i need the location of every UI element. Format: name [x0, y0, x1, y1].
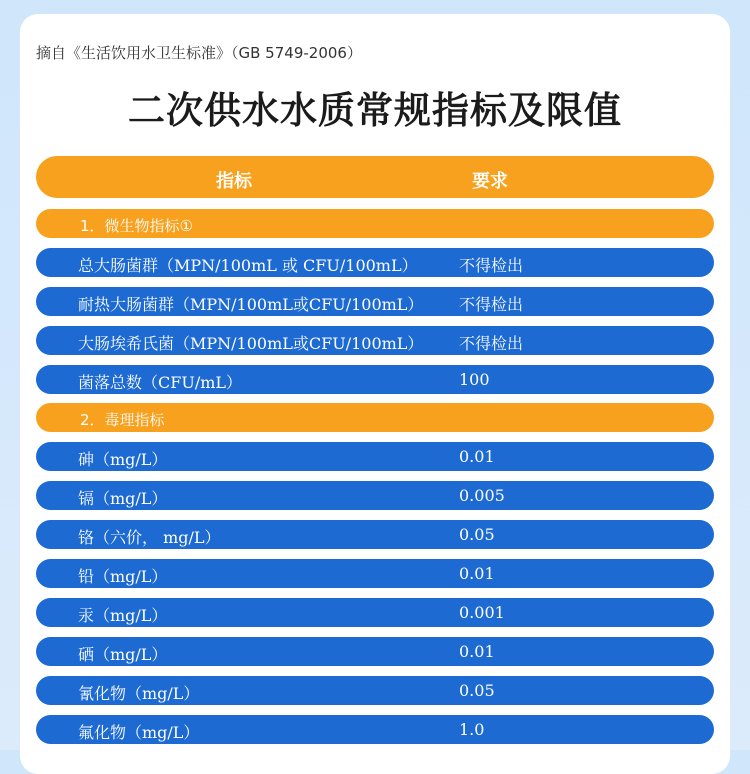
table-row [36, 287, 714, 316]
header-requirement: 要求 [472, 171, 508, 192]
table-row [36, 326, 714, 355]
requirement-cell: 0.005 [459, 486, 505, 506]
requirement-cell: 100 [459, 369, 490, 389]
content-card [20, 14, 730, 774]
indicator-cell: 氰化物（mg/L） [78, 683, 200, 703]
indicator-cell: 铅（mg/L） [78, 567, 168, 587]
section-title: 2．毒理指标 [80, 411, 165, 430]
requirement-cell: 0.05 [459, 525, 495, 545]
requirement-cell: 0.01 [459, 564, 495, 584]
section-title: 1．微生物指标① [80, 217, 193, 235]
requirement-cell: 不得检出 [459, 333, 524, 353]
indicator-cell: 总大肠菌群（MPN/100mL 或 CFU/100mL） [78, 255, 418, 275]
page-title: 二次供水水质常规指标及限值 [128, 88, 622, 132]
requirement-cell: 0.01 [459, 641, 495, 661]
indicator-cell: 硒（mg/L） [78, 644, 168, 664]
indicator-cell: 耐热大肠菌群（MPN/100mL或CFU/100mL） [78, 294, 424, 314]
requirement-cell: 0.01 [459, 447, 495, 467]
indicator-cell: 菌落总数（CFU/mL） [78, 372, 243, 392]
table-row [36, 676, 714, 705]
indicator-cell: 镉（mg/L） [78, 489, 168, 509]
requirement-cell: 1.0 [459, 719, 485, 739]
source-citation: 摘自《生活饮用水卫生标准》（GB 5749-2006） [36, 44, 362, 62]
header-indicator: 指标 [216, 171, 252, 192]
table-row [36, 365, 714, 394]
section-header-row [36, 209, 714, 238]
indicator-cell: 氟化物（mg/L） [78, 722, 200, 742]
indicator-cell: 砷（mg/L） [78, 450, 168, 470]
table-row [36, 598, 714, 627]
table-row [36, 248, 714, 277]
indicator-cell: 铬（六价， mg/L） [78, 528, 221, 548]
table-row [36, 715, 714, 744]
table-row [36, 481, 714, 510]
requirement-cell: 不得检出 [459, 294, 524, 314]
table-row [36, 637, 714, 666]
requirement-cell: 0.05 [459, 680, 495, 700]
table-body [36, 209, 714, 753]
indicator-cell: 汞（mg/L） [78, 605, 168, 625]
table-row [36, 559, 714, 588]
requirement-cell: 不得检出 [459, 255, 524, 275]
requirement-cell: 0.001 [459, 602, 505, 622]
section-header-row [36, 403, 714, 432]
table-row [36, 520, 714, 549]
indicator-cell: 大肠埃希氏菌（MPN/100mL或CFU/100mL） [78, 333, 424, 353]
table-header [36, 156, 714, 198]
table-row [36, 442, 714, 471]
